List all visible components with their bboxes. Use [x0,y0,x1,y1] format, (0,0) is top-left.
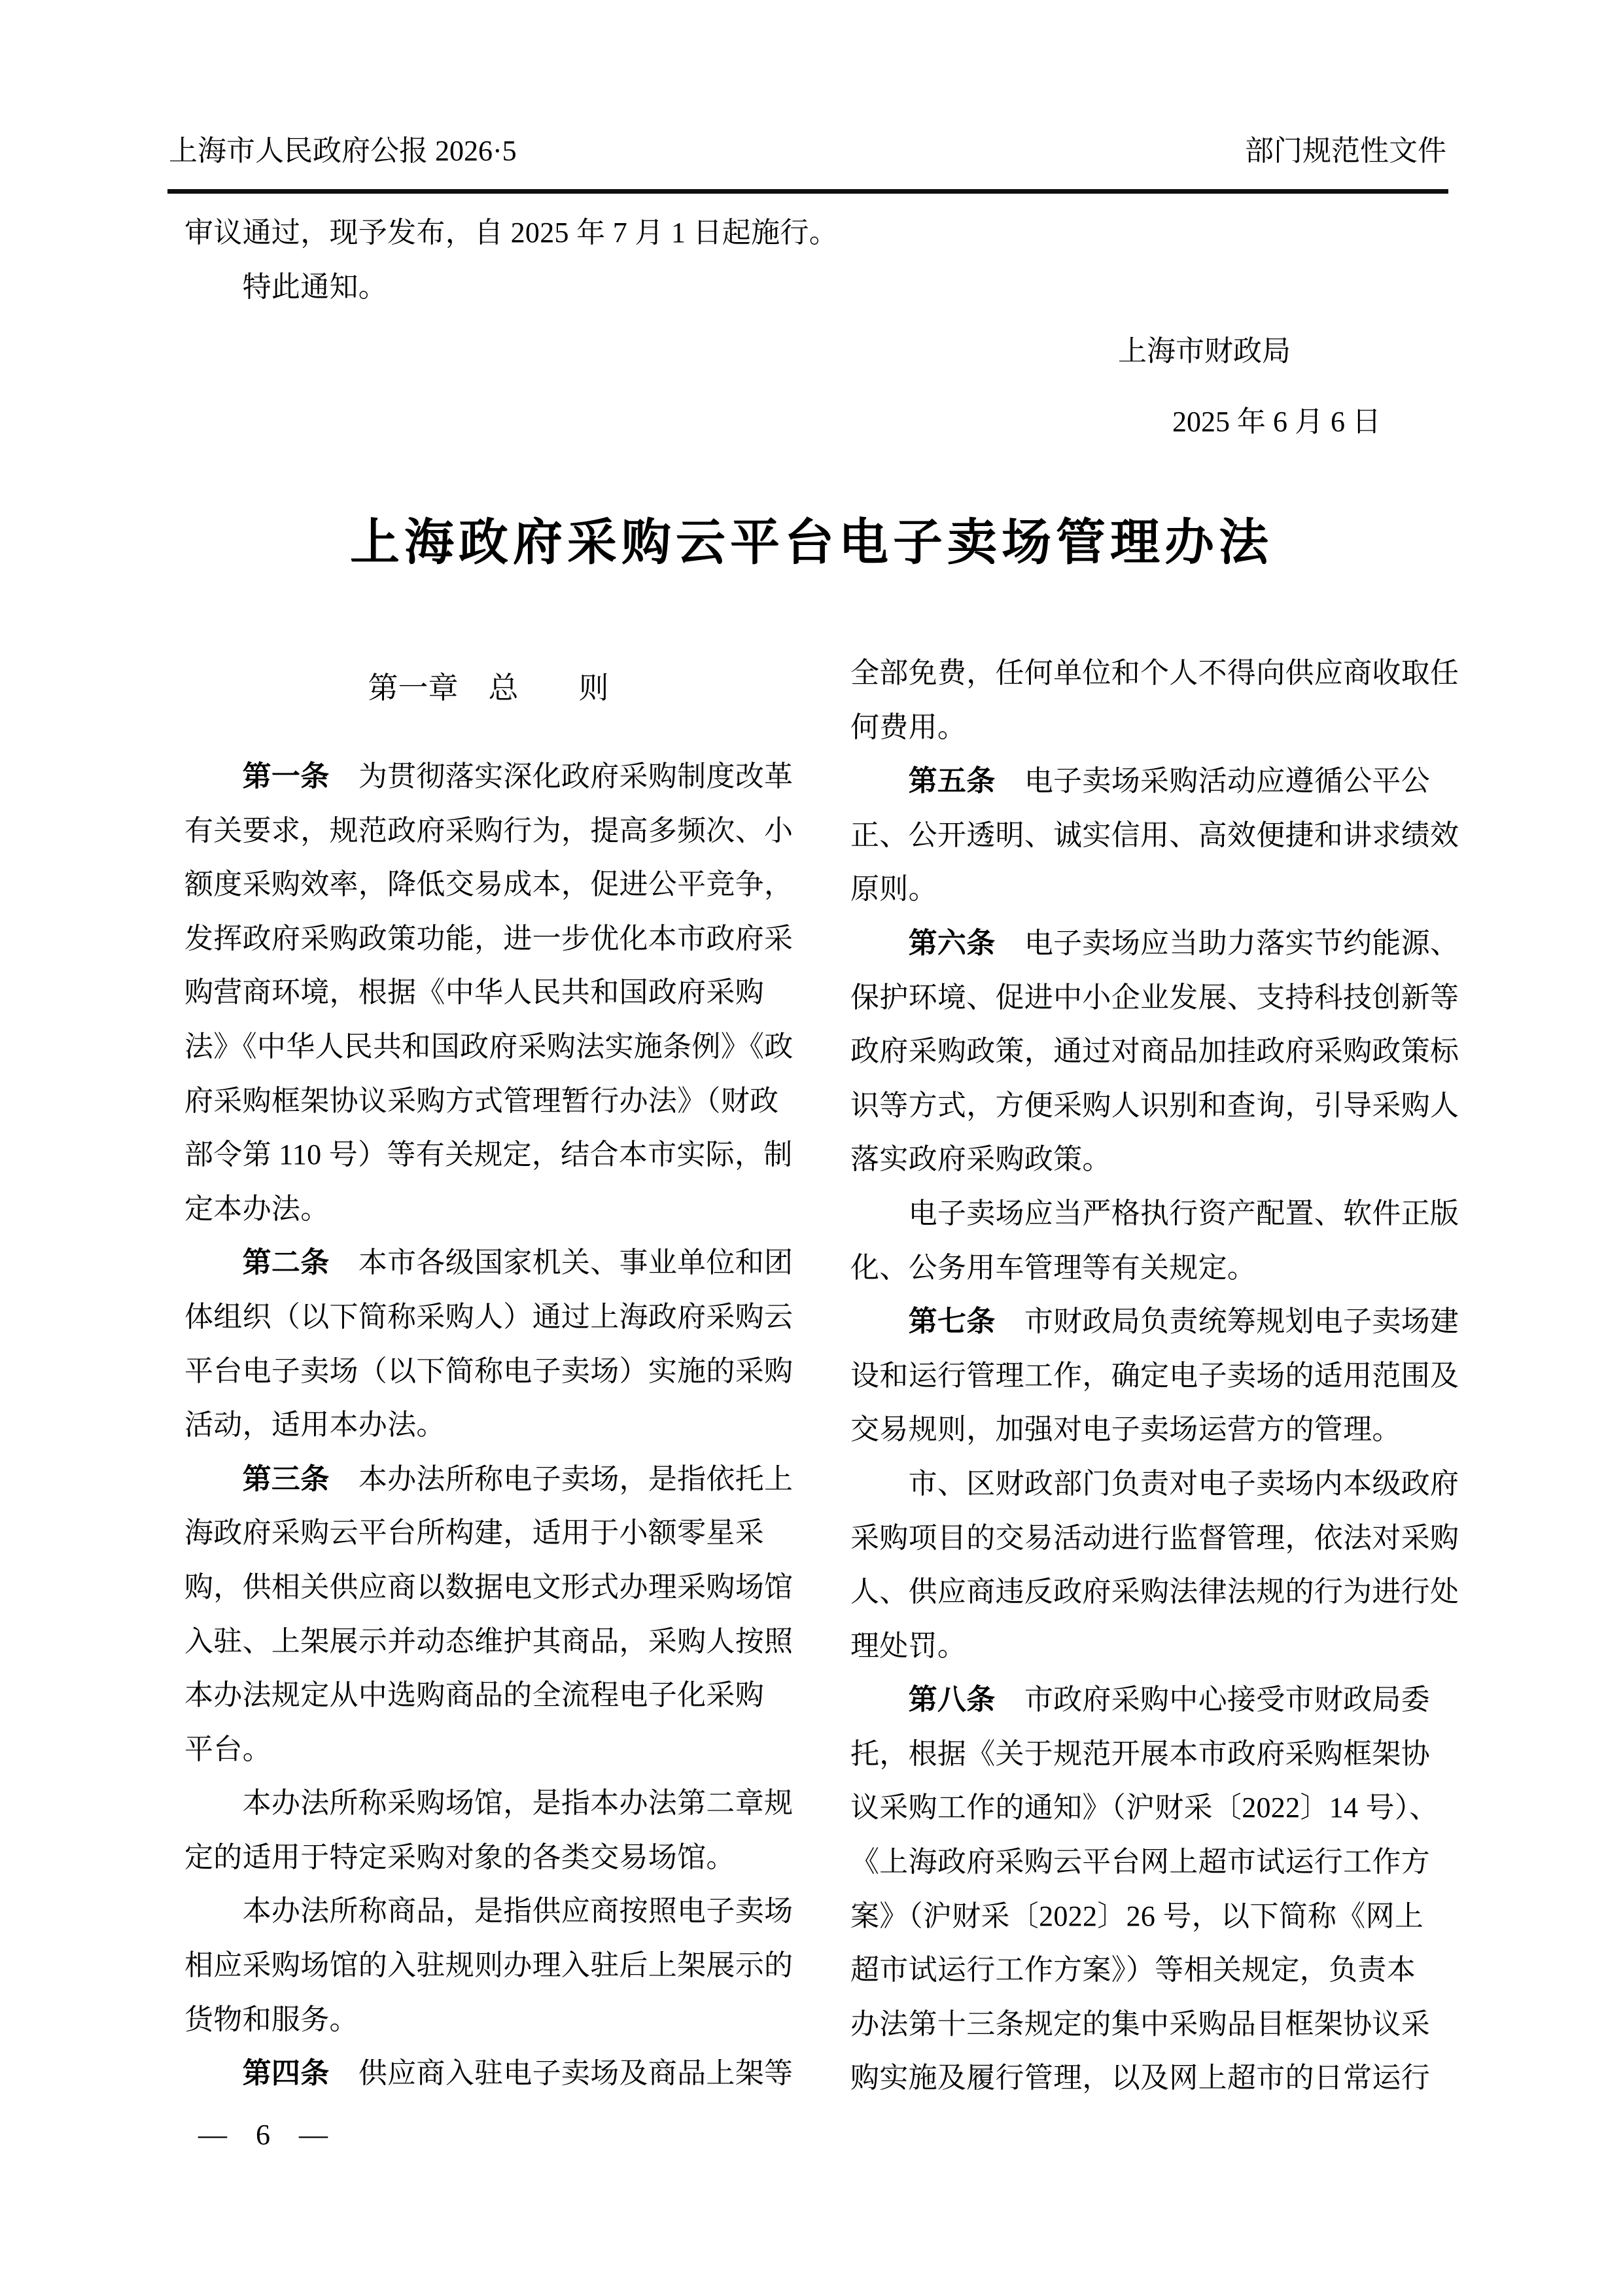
text-line [184,1723,796,1777]
text-run: 化、公务用车管理等有关规定。 [850,1251,1257,1284]
text-line [184,858,796,912]
text-run: 超市试运行工作方案》）等相关规定，负责本 [850,1954,1416,1987]
text-run [850,927,909,959]
text-run: 海政府采购云平台所构建，适用于小额零星采 [184,1517,764,1549]
article-number-label: 第六条 [908,927,996,959]
text-line [850,971,1462,1025]
signature-agency: 上海市财政局 [1118,335,1291,367]
text-run [184,760,243,792]
text-run: 体组织（以下简称采购人）通过上海政府采购云 [184,1300,794,1333]
text-line [184,1831,796,1885]
text-run: 本办法所称商品，是指供应商按照电子卖场 [184,1895,794,1928]
article-number-label: 第四条 [242,2057,330,2090]
text-run [850,1305,909,1337]
article-number-label: 第五条 [908,765,996,798]
text-run: 落实政府采购政策。 [850,1143,1111,1176]
text-line [850,1241,1462,1296]
text-run: 理处罚。 [850,1629,967,1662]
text-run: 人、供应商违反政府采购法律法规的行为进行处 [850,1576,1459,1608]
text-line [850,1835,1462,1890]
text-run: 托，根据《关于规范开展本市政府采购框架协 [850,1737,1430,1770]
text-line [184,1776,796,1831]
text-run: 案》（沪财采〔2022〕26 号，以下简称《网上 [850,1899,1424,1932]
notice-line: 特此通知。 [184,271,388,303]
text-line [184,1074,796,1129]
text-run: 法》《中华人民共和国政府采购法实施条例》《政 [184,1030,794,1063]
notice-paragraph [184,205,1458,314]
article-number-label: 第二条 [242,1246,330,1279]
text-run [184,1246,243,1279]
text-line [184,1993,796,2047]
text-run: 设和运行管理工作，确定电子卖场的适用范围及 [850,1359,1459,1392]
text-line [184,1398,796,1453]
text-line [850,1565,1462,1619]
text-line [850,1781,1462,1835]
text-run: 正、公开透明、诚实信用、高效便捷和讲求绩效 [850,819,1459,851]
text-run: 电子卖场应当严格执行资产配置、软件正版 [850,1197,1459,1229]
text-line [184,966,796,1020]
text-line [184,804,796,858]
text-run: 平台。 [184,1733,271,1765]
text-run: 交易规则，加强对电子卖场运营方的管理。 [850,1413,1401,1446]
text-line [184,1884,796,1939]
text-line [184,912,796,966]
text-run: 电子卖场应当助力落实节约能源、 [995,927,1459,959]
text-line [850,646,1462,701]
text-run: 发挥政府采购政策功能，进一步优化本市政府采 [184,922,794,955]
text-run: 额度采购效率，降低交易成本，促进公平竞争， [184,868,794,901]
text-run: 本办法所称电子卖场，是指依托上 [329,1462,794,1495]
text-run: 全部免费，任何单位和个人不得向供应商收取任 [850,657,1459,689]
text-run: 采购项目的交易活动进行监督管理，依法对采购 [850,1521,1459,1554]
text-line [850,1349,1462,1404]
text-line [850,1619,1462,1674]
text-line [184,1128,796,1182]
text-line [850,1727,1462,1782]
text-run: 部令第 110 号）等有关规定，结合本市实际，制 [184,1139,793,1171]
text-run: 购营商环境，根据《中华人民共和国政府采购 [184,976,764,1009]
text-run: 政府采购政策，通过对商品加挂政府采购政策标 [850,1035,1459,1068]
text-line [184,1506,796,1561]
text-column-left [184,750,796,2101]
text-line [850,1133,1462,1187]
text-run: 平台电子卖场（以下简称电子卖场）实施的采购 [184,1354,794,1387]
text-run: 识等方式，方便采购人识别和查询，引导采购人 [850,1089,1459,1122]
text-run: 本办法规定从中选购商品的全流程电子化采购 [184,1679,764,1712]
text-run: 为贯彻落实深化政府采购制度改革 [329,760,794,792]
text-column-right [850,646,1462,2106]
text-run: 市、区财政部门负责对电子卖场内本级政府 [850,1467,1459,1500]
text-run: 议采购工作的通知》（沪财采〔2022〕14 号）、 [850,1792,1439,1824]
text-run: 购，供相关供应商以数据电文形式办理采购场馆 [184,1570,794,1603]
text-line [184,2047,796,2101]
text-line [850,1079,1462,1133]
text-run: 有关要求，规范政府采购行为，提高多频次、小 [184,814,794,847]
text-run: 本办法所称采购场馆，是指本办法第二章规 [184,1787,794,1820]
signature-date: 2025 年 6 月 6 日 [1172,406,1381,438]
text-line [184,1020,796,1074]
header-divider-rule [167,189,1448,194]
text-run: 定的适用于特定采购对象的各类交易场馆。 [184,1841,735,1873]
article-number-label: 第七条 [908,1305,996,1338]
text-run: 购实施及履行管理，以及网上超市的日常运行 [850,2062,1430,2094]
text-run: 何费用。 [850,711,967,743]
page-header [169,131,1446,171]
text-run: 活动，适用本办法。 [184,1409,445,1441]
text-run: 电子卖场采购活动应遵循公平公 [995,765,1431,798]
text-line [850,809,1462,863]
text-line [850,1673,1462,1727]
text-line [850,862,1462,917]
notice-line: 审议通过，现予发布，自 2025 年 7 月 1 日起施行。 [184,217,838,249]
text-run [850,1684,909,1716]
header-section-label: 部门规范性文件 [1245,135,1446,167]
text-line [850,1943,1462,1998]
text-line [850,754,1462,809]
text-line [184,1669,796,1723]
text-line [850,1025,1462,1079]
text-run [850,765,909,797]
document-title: 上海政府采购云平台电子卖场管理办法 [350,515,1273,571]
text-run: 保护环境、促进中小企业发展、支持科技创新等 [850,981,1459,1014]
text-run: 本市各级国家机关、事业单位和团 [329,1246,794,1279]
text-line [184,1345,796,1399]
text-line [850,1457,1462,1511]
page-footer [198,2108,328,2162]
text-line [184,1615,796,1669]
page-number: — 6 — [198,2119,328,2151]
text-line [850,1295,1462,1349]
text-line [184,1236,796,1290]
text-line [850,1187,1462,1241]
text-run: 相应采购场馆的入驻规则办理入驻后上架展示的 [184,1949,794,1982]
text-line [184,1561,796,1615]
text-line [184,750,796,804]
text-run: 市政府采购中心接受市财政局委 [995,1684,1431,1716]
text-run [184,2057,243,2089]
text-line [184,1453,796,1507]
text-run: 原则。 [850,873,937,906]
text-line [850,1403,1462,1457]
text-line [850,1998,1462,2052]
text-line [850,701,1462,755]
text-run: 入驻、上架展示并动态维护其商品，采购人按照 [184,1625,794,1657]
header-gazette-name: 上海市人民政府公报 2026·5 [169,135,517,167]
text-run: 供应商入驻电子卖场及商品上架等 [329,2057,794,2090]
text-run: 办法第十三条规定的集中采购品目框架协议采 [850,2007,1430,2040]
article-number-label: 第一条 [242,760,330,792]
chapter-heading: 第一章 总 则 [368,671,609,705]
text-run [184,1463,243,1495]
text-line [184,1939,796,1993]
article-number-label: 第八条 [908,1684,996,1716]
text-line [850,1890,1462,1944]
text-run: 《上海政府采购云平台网上超市试运行工作方 [850,1846,1430,1879]
text-run: 货物和服务。 [184,2003,358,2036]
text-run: 市财政局负责统筹规划电子卖场建 [995,1305,1459,1338]
text-line [850,2051,1462,2106]
text-line [850,1511,1462,1566]
text-run: 定本办法。 [184,1192,330,1225]
text-run: 府采购框架协议采购方式管理暂行办法》（财政 [184,1084,779,1117]
article-number-label: 第三条 [242,1462,330,1495]
text-line [850,917,1462,971]
text-line [184,1182,796,1237]
text-line [184,1290,796,1345]
